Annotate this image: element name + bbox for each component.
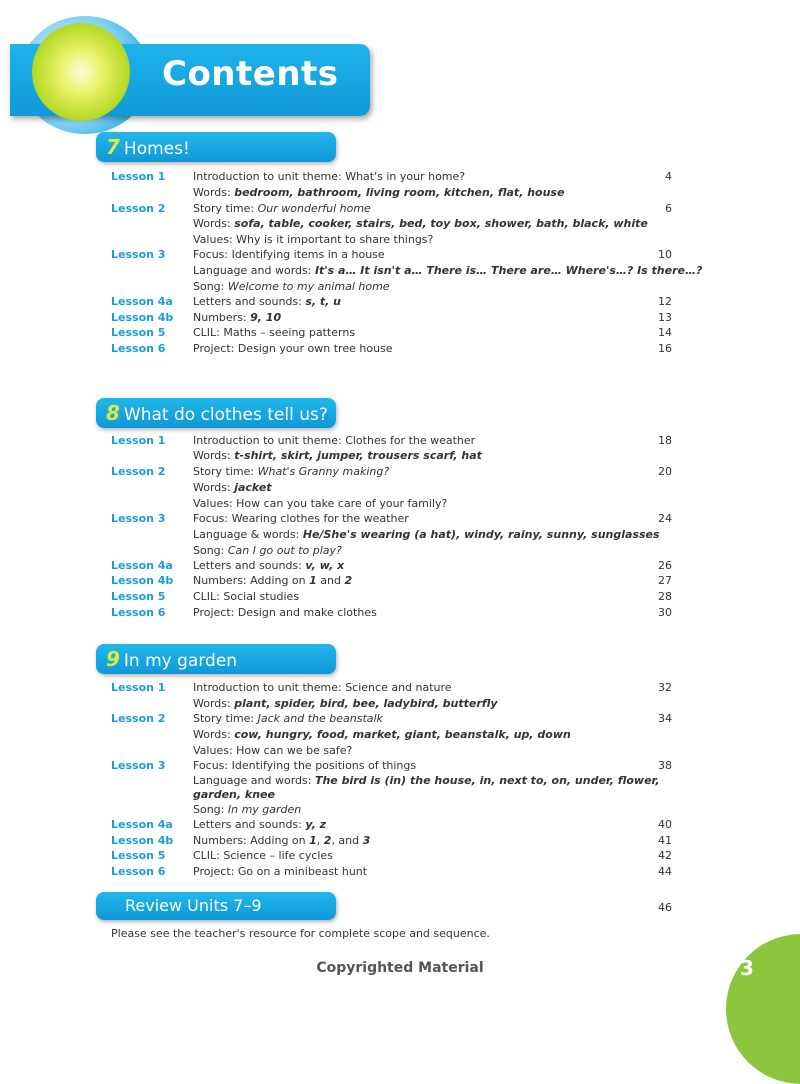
lesson-description [193,527,663,543]
contents-row [0,480,800,496]
description-segment: Words: [193,449,235,462]
lesson-description [193,727,663,743]
lesson-label: Lesson 4b [111,834,174,847]
description-segment: Numbers: [193,311,251,324]
unit-8-header [96,398,336,428]
contents-row [0,558,800,574]
description-segment: Story time: [193,465,258,478]
description-segment: Focus: Wearing clothes for the weather [193,512,409,525]
description-segment: Our wonderful home [257,202,371,215]
contents-row [0,743,800,759]
description-segment: Language and words: [193,774,315,787]
page-ref: 4 [665,170,672,183]
description-segment: Words: [193,728,235,741]
review-page: 46 [658,901,672,914]
page-ref: 40 [658,818,672,831]
contents-row [0,448,800,464]
contents-row [0,864,800,880]
page-corner-badge [726,934,800,1084]
description-segment: , [316,834,324,847]
page-ref: 34 [658,712,672,725]
contents-row [0,185,800,201]
page-ref: 38 [658,759,672,772]
contents-row [0,496,800,512]
description-segment: In my garden [227,803,302,816]
lesson-label: Lesson 1 [111,170,166,183]
contents-row [0,169,800,185]
description-segment: 2 [344,574,353,587]
contents-row [0,294,800,310]
lesson-description [193,833,663,849]
description-segment: Focus: Identifying items in a house [193,248,385,261]
description-segment: Story time: [193,202,258,215]
page-ref: 18 [658,434,672,447]
description-segment: Project: Design and make clothes [193,606,377,619]
description-segment: CLIL: Social studies [193,590,300,603]
contents-row [0,310,800,326]
lesson-label: Lesson 5 [111,849,166,862]
lesson-description [193,864,663,880]
lesson-description [193,589,663,605]
lesson-description [193,216,663,232]
lesson-label: Lesson 5 [111,326,166,339]
description-segment: Song: [193,544,228,557]
lesson-label: Lesson 6 [111,342,166,355]
lesson-description [193,848,663,864]
page-ref: 24 [658,512,672,525]
description-segment: y, z [305,818,327,831]
lesson-description [193,496,663,512]
page-title: Contents [162,54,339,94]
lesson-label: Lesson 6 [111,865,166,878]
unit-title: Homes! [123,139,190,159]
contents-row [0,201,800,217]
lesson-label: Lesson 3 [111,248,166,261]
logo-ball-icon [32,23,130,121]
description-segment: Letters and sounds: [193,559,306,572]
lesson-description [193,279,663,295]
description-segment: Introduction to unit theme: Clothes for the weather [193,434,476,447]
page-number: 3 [740,956,754,980]
unit-number: 9 [106,647,120,671]
description-segment: Can I go out to play? [227,544,342,557]
description-segment: plant, spider, bird, bee, ladybird, butterfly [234,697,498,710]
lesson-description [193,232,663,248]
description-segment: Project: Design your own tree house [193,342,393,355]
contents-row [0,802,800,818]
lesson-description [193,817,663,833]
description-segment: Story time: [193,712,258,725]
description-segment: Jack and the beanstalk [257,712,383,725]
contents-row [0,232,800,248]
lesson-description [193,433,663,449]
unit-9-header [96,644,336,674]
page-ref: 30 [658,606,672,619]
description-segment: Language & words: [193,528,303,541]
lesson-label: Lesson 5 [111,590,166,603]
contents-row [0,511,800,527]
contents-row [0,817,800,833]
description-segment: cow, hungry, food, market, giant, beanstalk, up, down [234,728,571,741]
contents-row [0,247,800,263]
description-segment: bedroom, bathroom, living room, kitchen, flat, house [234,186,565,199]
description-segment: and [316,574,345,587]
contents-row [0,279,800,295]
page-ref: 27 [658,574,672,587]
description-segment: Words: [193,481,235,494]
contents-row [0,341,800,357]
lesson-description [193,711,663,727]
description-segment: v, w, x [305,559,345,572]
lesson-label: Lesson 3 [111,512,166,525]
description-segment: 1 [309,574,317,587]
contents-row [0,527,800,543]
contents-row [0,680,800,696]
page-ref: 28 [658,590,672,603]
description-segment: Numbers: Adding on [193,834,310,847]
description-segment: t-shirt, skirt, jumper, trousers scarf, hat [234,449,482,462]
lesson-label: Lesson 6 [111,606,166,619]
description-segment: jacket [234,481,272,494]
lesson-label: Lesson 2 [111,465,166,478]
lesson-description [193,543,663,559]
description-segment: 3 [362,834,371,847]
lesson-label: Lesson 4a [111,818,173,831]
page-ref: 12 [658,295,672,308]
description-segment: Values: How can you take care of your family? [193,497,448,510]
description-segment: CLIL: Maths – seeing patterns [193,326,356,339]
description-segment: Introduction to unit theme: Science and nature [193,681,452,694]
description-segment: CLIL: Science – life cycles [193,849,333,862]
description-segment: Values: How can we be safe? [193,744,353,757]
unit-number: 7 [106,135,120,159]
unit-7-header [96,132,336,162]
contents-row [0,605,800,621]
page-ref: 32 [658,681,672,694]
page-ref: 6 [665,202,672,215]
lesson-description [193,573,663,589]
lesson-description [193,680,663,696]
lesson-description [193,696,663,712]
lesson-description [193,263,703,279]
review-row [0,900,800,916]
contents-row [0,589,800,605]
description-segment: , and [331,834,363,847]
lesson-description [193,294,663,310]
description-segment: s, t, u [305,295,342,308]
description-segment: Song: [193,280,228,293]
lesson-description [193,774,663,802]
lesson-label: Lesson 1 [111,434,166,447]
unit-title: In my garden [123,651,238,671]
description-segment: 1 [309,834,317,847]
description-segment: The bird is (in) the house, in, next to, on, under, flower, garden, knee [193,774,660,801]
contents-row [0,774,800,801]
contents-row [0,727,800,743]
lesson-label: Lesson 3 [111,759,166,772]
description-segment: What's Granny making? [257,465,390,478]
description-segment: Song: [193,803,228,816]
lesson-label: Lesson 1 [111,681,166,694]
lesson-label: Lesson 2 [111,202,166,215]
scope-note: Please see the teacher's resource for complete scope and sequence. [111,927,490,940]
page-ref: 42 [658,849,672,862]
description-segment: Words: [193,186,235,199]
contents-row [0,848,800,864]
page-ref: 41 [658,834,672,847]
lesson-label: Lesson 4b [111,574,174,587]
lesson-description [193,605,663,621]
description-segment: Numbers: Adding on [193,574,310,587]
description-segment: It's a… It isn't a… There is… There are… Where's…? Is there…? [314,264,703,277]
review-label: Review Units 7–9 [125,896,262,915]
description-segment: Focus: Identifying the positions of things [193,759,417,772]
page-ref: 16 [658,342,672,355]
page-ref: 44 [658,865,672,878]
contents-row [0,433,800,449]
lesson-description [193,558,663,574]
lesson-description [193,464,663,480]
description-segment: Introduction to unit theme: What's in your home? [193,170,466,183]
contents-row [0,711,800,727]
page-ref: 26 [658,559,672,572]
lesson-description [193,743,663,759]
contents-row [0,833,800,849]
description-segment: He/She's wearing (a hat), windy, rainy, sunny, sunglasses [302,528,660,541]
contents-row [0,325,800,341]
description-segment: Words: [193,697,235,710]
page-ref: 20 [658,465,672,478]
description-segment: Words: [193,217,235,230]
lesson-description [193,169,663,185]
lesson-label: Lesson 4a [111,295,173,308]
contents-row [0,573,800,589]
description-segment: Welcome to my animal home [227,280,390,293]
lesson-description [193,480,663,496]
lesson-description [193,511,663,527]
description-segment: Language and words: [193,264,315,277]
lesson-description [193,325,663,341]
contents-row [0,696,800,712]
lesson-description [193,448,663,464]
lesson-description [193,802,663,818]
lesson-label: Lesson 4b [111,311,174,324]
description-segment: Project: Go on a minibeast hunt [193,865,368,878]
copyright-notice: Copyrighted Material [316,960,484,976]
lesson-description [193,201,663,217]
lesson-description [193,758,663,774]
description-segment: 9, 10 [250,311,282,324]
page-ref: 13 [658,311,672,324]
description-segment: Letters and sounds: [193,818,306,831]
description-segment: Letters and sounds: [193,295,306,308]
description-segment: Values: Why is it important to share things? [193,233,434,246]
lesson-description [193,247,663,263]
lesson-description [193,341,663,357]
contents-row [0,543,800,559]
page-ref: 10 [658,248,672,261]
unit-number: 8 [106,401,120,425]
unit-title: What do clothes tell us? [123,405,328,425]
description-segment: sofa, table, cooker, stairs, bed, toy box, shower, bath, black, white [234,217,648,230]
contents-row [0,758,800,774]
lesson-description [193,310,663,326]
page-ref: 14 [658,326,672,339]
lesson-description [193,185,663,201]
description-segment: 2 [323,834,332,847]
contents-row [0,263,800,279]
contents-row [0,216,800,232]
contents-row [0,464,800,480]
lesson-label: Lesson 2 [111,712,166,725]
lesson-label: Lesson 4a [111,559,173,572]
